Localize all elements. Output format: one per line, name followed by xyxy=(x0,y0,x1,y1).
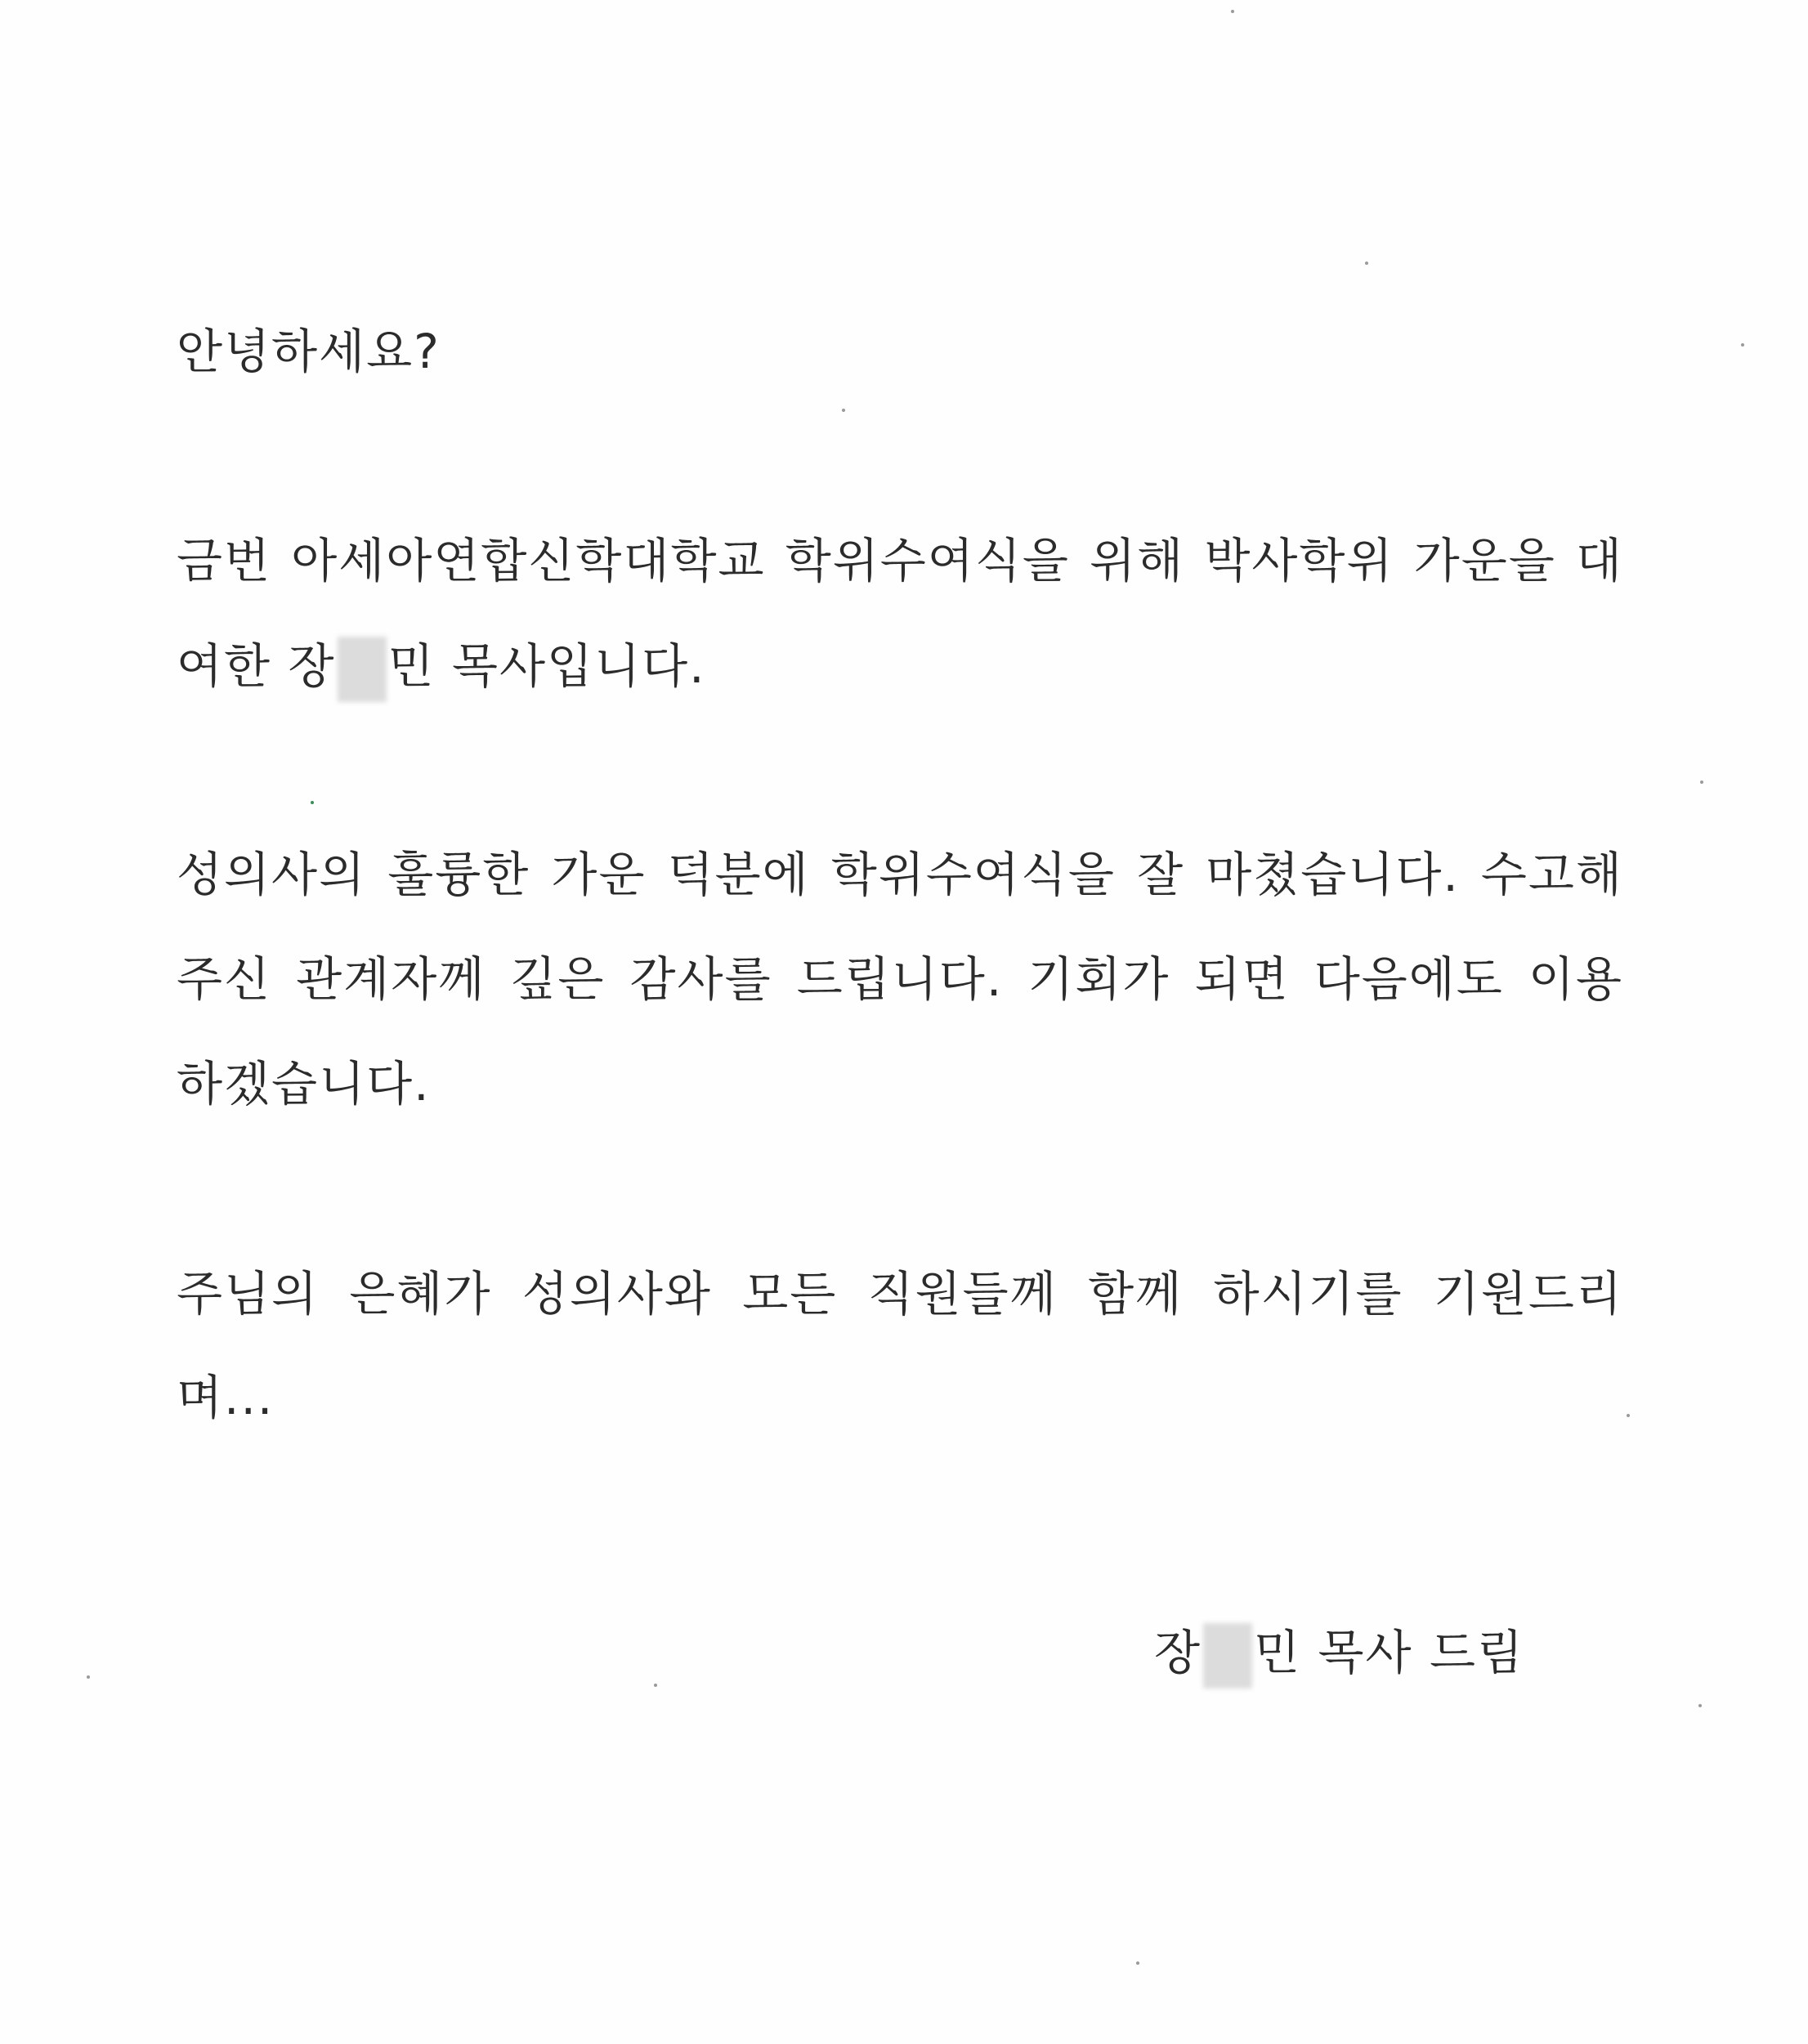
scan-speck xyxy=(311,801,314,804)
scan-speck xyxy=(1700,780,1703,784)
paragraph-2-line-1: 성의사의 훌륭한 가운 덕분에 학위수여식을 잘 마쳤습니다. 수고해 xyxy=(177,847,1623,902)
scan-speck xyxy=(842,409,845,412)
scan-speck xyxy=(1627,1414,1630,1417)
paragraph-1-line-2-end: 민 목사입니다. xyxy=(387,638,706,694)
greeting: 안녕하세요? xyxy=(177,324,441,379)
redacted-signature-block xyxy=(1203,1623,1252,1688)
scan-speck xyxy=(1231,10,1234,13)
paragraph-1-line-2-start: 여한 장 xyxy=(177,638,336,694)
paragraph-2-line-3: 하겠습니다. xyxy=(177,1056,431,1111)
signature-start: 장 xyxy=(1154,1625,1202,1680)
scan-speck xyxy=(654,1684,657,1687)
redacted-name-block xyxy=(338,637,387,702)
scan-speck xyxy=(1365,262,1368,265)
paragraph-2-line-2: 주신 관계자께 깊은 감사를 드립니다. 기회가 되면 다음에도 이용 xyxy=(177,951,1623,1007)
paragraph-1-line-2 xyxy=(177,633,706,702)
paragraph-3-line-1: 주님의 은혜가 성의사와 모든 직원들께 함께 하시기를 기원드리 xyxy=(177,1266,1623,1322)
scan-speck xyxy=(1136,1961,1139,1965)
scan-speck xyxy=(1698,1704,1702,1707)
paragraph-3-line-2: 며... xyxy=(177,1370,275,1425)
signature-end: 민 목사 드림 xyxy=(1254,1625,1525,1680)
signature-line xyxy=(1154,1620,1524,1688)
scan-speck xyxy=(1741,343,1744,347)
paragraph-1-line-1: 금번 아세아연합신학대학교 학위수여식을 위해 박사학위 가운을 대 xyxy=(177,533,1623,588)
scan-speck xyxy=(87,1675,90,1679)
